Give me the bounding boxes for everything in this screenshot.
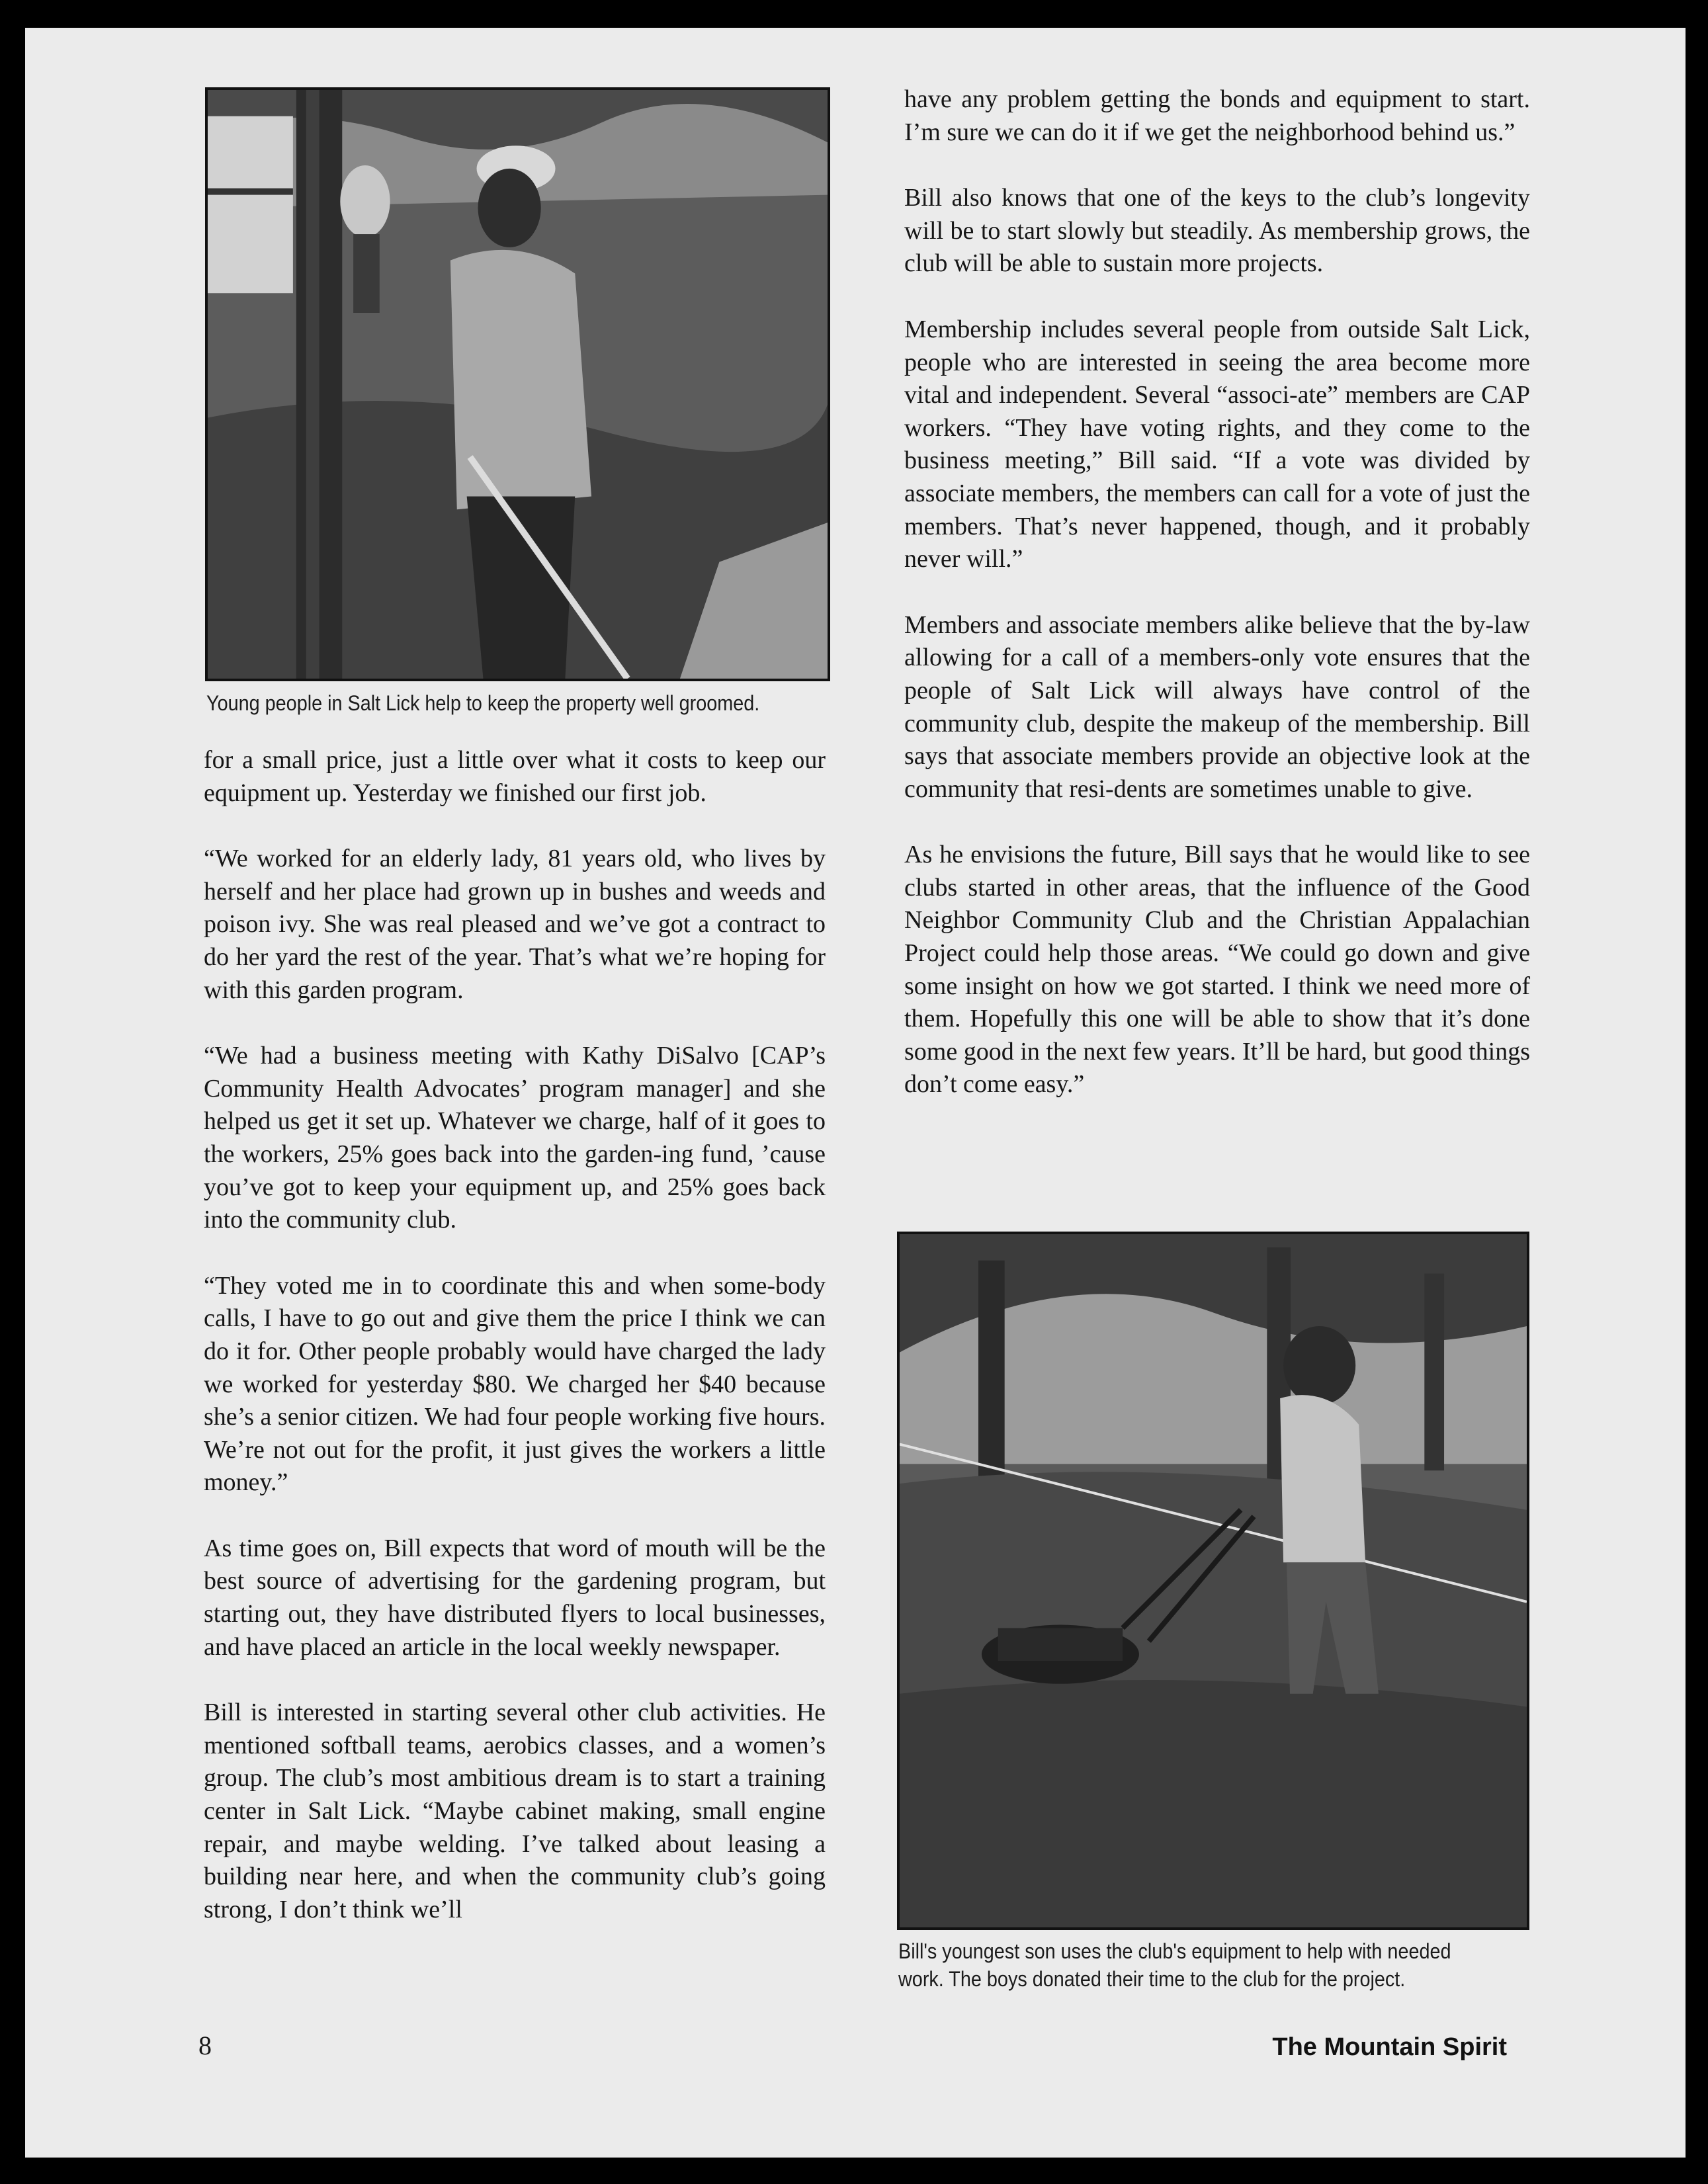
- photo-son-mowing-lawn: [897, 1232, 1529, 1930]
- photo-caption-bottom-line: work. The boys donated their time to the club for the project.: [898, 1967, 1406, 1991]
- paragraph: As he envisions the future, Bill says that he would like to see clubs started in other areas, that the influence of the Good Neighbor Community Club and the Christian Appalachian Project could help those areas. “We could go down and give some insight on how we got started. I think we need more of them. Hopefully this one will be able to show that it’s done some good in the next few years. It’ll be hard, but good things don’t come easy.”: [904, 841, 1530, 1099]
- publication-name: The Mountain Spirit: [1272, 2033, 1507, 2061]
- paragraph: for a small price, just a little over what it costs to keep our equipment up. Yesterday we finished our first job.: [204, 746, 826, 807]
- paragraph: Membership includes several people from outside Salt Lick, people who are interested in seeing the area become more vital and independent. Several “associ-ate” members are CAP workers. “They have voting rights, and they come to the business meeting,” Bill said. “If a vote was divided by associate members, the members can call for a vote of just the members. That’s never happened, though, and it probably never will.”: [904, 315, 1530, 573]
- paragraph: Members and associate members alike believe that the by-law allowing for a call of a members-only vote ensures that the people of Salt Lick will always have control of the community club, despite the makeup of the membership. Bill says that associate members provide an objective look at the community that resi-dents are sometimes unable to give.: [904, 610, 1530, 803]
- paragraph: Bill is interested in starting several other club activities. He mentioned softball teams, aerobics classes, and a women’s group. The club’s most ambitious dream is to start a training center in Salt Lick. “Maybe cabinet making, small engine repair, and maybe welding. I’ve talked about leasing a building near here, and when the community club’s going strong, I don’t think we’ll: [204, 1699, 826, 1923]
- photo-son-mowing-lawn-icon: [900, 1234, 1527, 1927]
- paragraph: “We worked for an elderly lady, 81 years old, who lives by herself and her place had grown up in bushes and weeds and poison ivy. She was real pleased and we’ve got a contract to do her yard the rest of the year. That’s what we’re hoping for with this garden program.: [204, 845, 826, 1004]
- right-column: [904, 83, 1530, 1134]
- paragraph: have any problem getting the bonds and equipment to start. I’m sure we can do it if we get the neighborhood behind us.”: [904, 85, 1530, 146]
- photo-caption-top: Young people in Salt Lick help to keep the property well groomed.: [206, 691, 760, 715]
- photo-caption-bottom: [898, 1937, 1529, 1993]
- left-column: [204, 744, 826, 1959]
- paragraph: “We had a business meeting with Kathy DiSalvo [CAP’s Community Health Advocates’ program manager] and she helped us get it set up. Whatever we charge, half of it goes to the workers, 25% goes back into the garden-ing fund, ’cause you’ve got to keep your equipment up, and 25% goes back into the community club.: [204, 1042, 826, 1234]
- photo-young-people-grass-trimming: [205, 87, 830, 681]
- page-number: 8: [198, 2031, 212, 2060]
- paragraph: Bill also knows that one of the keys to the club’s longevity will be to start slowly but steadily. As membership grows, the club will be able to sustain more projects.: [904, 184, 1530, 278]
- magazine-page: [25, 28, 1686, 2158]
- photo-caption-bottom-line: Bill's youngest son uses the club's equipment to help with needed: [898, 1939, 1451, 1963]
- paragraph: As time goes on, Bill expects that word of mouth will be the best source of advertising for the gardening program, but starting out, they have distributed flyers to local businesses, and have placed an article in the local weekly newspaper.: [204, 1534, 826, 1661]
- photo-young-people-grass-trimming-icon: [208, 90, 828, 679]
- paragraph: “They voted me in to coordinate this and when some-body calls, I have to go out and give them the price I think we can do it for. Other people probably would have charged the lady we worked for yesterday $80. We charged her $40 because she’s a senior citizen. We had four people working five hours. We’re not out for the profit, it just gives the workers a little money.”: [204, 1271, 826, 1497]
